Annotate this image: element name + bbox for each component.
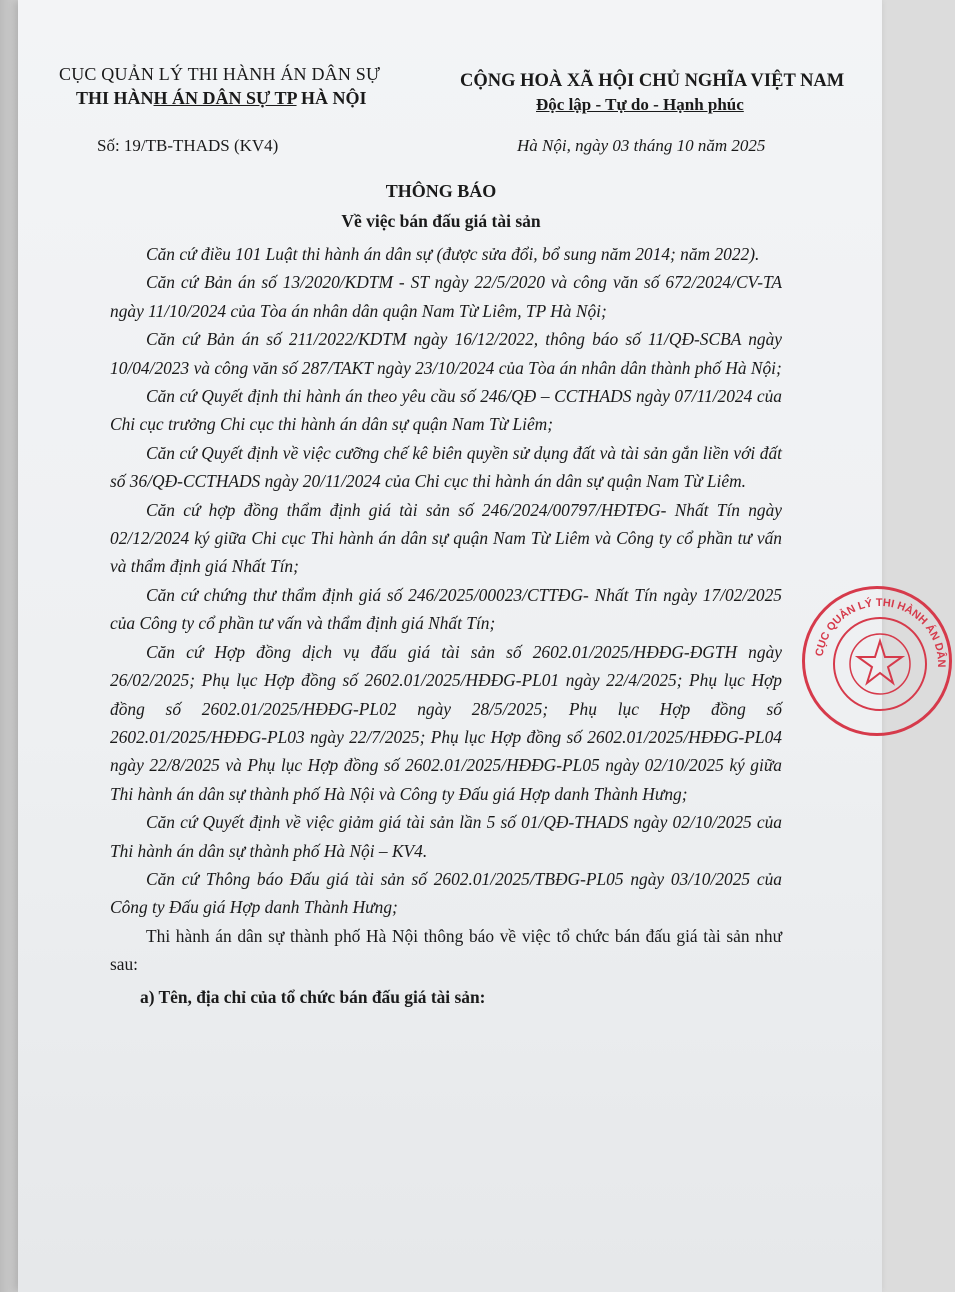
section-a-heading: a) Tên, địa chỉ của tổ chức bán đấu giá tài sản:: [140, 986, 486, 1007]
legal-basis-4: Căn cứ Quyết định thi hành án theo yêu cầu số 246/QĐ – CCTHADS ngày 07/11/2024 của Chi cục trưởng Chi cục thi hành án dân sự quận Nam Từ Liêm;: [110, 386, 782, 435]
legal-basis-1: Căn cứ điều 101 Luật thi hành án dân sự (được sửa đổi, bổ sung năm 2014; năm 2022).: [146, 244, 760, 264]
legal-basis-9: Căn cứ Quyết định về việc giảm giá tài sản lần 5 số 01/QĐ-THADS ngày 02/10/2025 của Thi hành án dân sự thành phố Hà Nội – KV4.: [110, 812, 782, 861]
legal-basis-8: Căn cứ Hợp đồng dịch vụ đấu giá tài sản số 2602.01/2025/HĐĐG-ĐGTH ngày 26/02/2025; Phụ lục Hợp đồng số 2602.01/2025/HĐĐG-PL01 ngày 22/4/2025; Phụ lục Hợp đồng số 2602.01/2025/HĐĐG-PL02 ngày 28/5/2025; Phụ lục Hợp đồng số 2602.01/2025/HĐĐG-PL03 ngày 22/7/2025; Phụ lục Hợp đồng số 2602.01/2025/HĐĐG-PL04 ngày 22/8/2025 và Phụ lục Hợp đồng số 2602.01/2025/HĐĐG-PL05 ngày 02/10/2025 ký giữa Thi hành án dân sự thành phố Hà Nội và Công ty Đấu giá Hợp danh Thành Hưng;: [110, 641, 782, 804]
issuing-office: [76, 88, 367, 109]
legal-basis-10: Căn cứ Thông báo Đấu giá tài sản số 2602.01/2025/TBĐG-PL05 ngày 03/10/2025 của Công ty Đấu giá Hợp danh Thành Hưng;: [110, 868, 782, 918]
document-title: THÔNG BÁO: [385, 181, 497, 201]
legal-basis-6: Căn cứ hợp đồng thẩm định giá tài sản số 246/2024/00797/HĐTĐG- Nhất Tín ngày 02/12/2024 ký giữa Chi cục Thi hành án dân sự quận Nam Từ Liêm và Công ty cổ phần tư vấn và thẩm định giá Nhất Tín;: [110, 499, 782, 577]
country-name: CỘNG HOÀ XÃ HỘI CHỦ NGHĨA VIỆT NAM: [460, 71, 845, 91]
official-seal: [802, 586, 952, 736]
seal-graphic: [805, 589, 955, 739]
office-part-2: H ÁN DÂN SỰ TP: [153, 88, 297, 108]
document-date: Hà Nội, ngày 03 tháng 10 năm 2025: [517, 136, 766, 155]
legal-basis-7: Căn cứ chứng thư thẩm định giá số 246/2025/00023/CTTĐG- Nhất Tín ngày 17/02/2025 của Công ty cổ phần tư vấn và thẩm định giá Nhất Tín;: [110, 584, 782, 634]
office-part-3: HÀ NỘI: [296, 88, 367, 108]
legal-basis-2: Căn cứ Bản án số 13/2020/KDTM - ST ngày 22/5/2020 và công văn số 672/2024/CV-TA ngày 11/10/2024 của Tòa án nhân dân quận Nam Từ Liêm, TP Hà Nội;: [110, 272, 782, 321]
legal-basis-3: Căn cứ Bản án số 211/2022/KDTM ngày 16/12/2022, thông báo số 11/QĐ-SCBA ngày 10/04/2023 và công văn số 287/TAKT ngày 23/10/2024 của Tòa án nhân dân thành phố Hà Nội;: [110, 329, 782, 378]
star-icon: [858, 641, 902, 683]
national-motto: Độc lập - Tự do - Hạnh phúc: [536, 95, 744, 114]
document-number: Số: 19/TB-THADS (KV4): [97, 136, 279, 155]
office-part-1: THI HÀN: [76, 88, 154, 108]
document-body: [110, 240, 782, 1011]
document-subtitle: Về việc bán đấu giá tài sản: [341, 211, 541, 231]
notice-intro: Thi hành án dân sự thành phố Hà Nội thông báo về việc tổ chức bán đấu giá tài sản như sau:: [110, 925, 782, 975]
seal-text: CỤC QUẢN LÝ THI HÀNH ÁN DÂN: [813, 596, 948, 668]
legal-basis-5: Căn cứ Quyết định về việc cưỡng chế kê biên quyền sử dụng đất và tài sản gắn liền với đất số 36/QĐ-CCTHADS ngày 20/11/2024 của Chi cục thi hành án dân sự quận Nam Từ Liêm.: [110, 442, 782, 492]
issuing-agency: CỤC QUẢN LÝ THI HÀNH ÁN DÂN SỰ: [59, 64, 381, 84]
